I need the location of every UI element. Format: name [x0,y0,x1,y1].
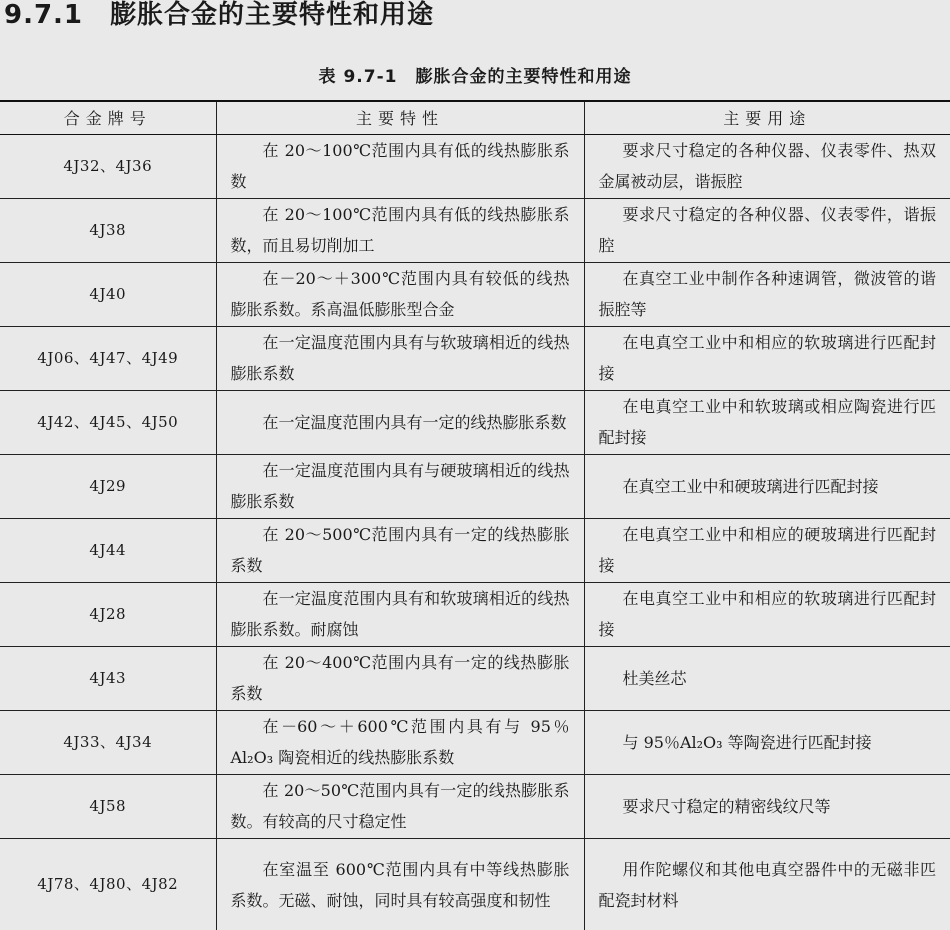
uses-text: 在真空工业中和硬玻璃进行匹配封接 [622,476,879,496]
features-cell [216,646,584,710]
features-text: 在－20～＋300℃范围内具有较低的线热膨胀系数。系高温低膨胀型合金 [230,269,570,319]
features-cell [216,710,584,774]
uses-text: 要求尺寸稳定的精密线纹尺等 [622,796,831,816]
features-cell [216,198,584,262]
uses-cell [584,134,950,198]
alloy-grade-cell: 4J40 [0,262,216,326]
features-cell [216,390,584,454]
alloy-grade-cell: 4J32、4J36 [0,134,216,198]
features-cell [216,774,584,838]
features-text: 在一定温度范围内具有和软玻璃相近的线热膨胀系数。耐腐蚀 [230,589,570,639]
table-row [0,326,950,390]
uses-text: 在电真空工业中和相应的软玻璃进行匹配封接 [598,333,936,383]
uses-text: 在真空工业中制作各种速调管，微波管的谐振腔等 [598,269,936,319]
table-row [0,518,950,582]
table-row [0,582,950,646]
section-title: 9.7.1 膨胀合金的主要特性和用途 [4,0,435,30]
uses-cell [584,262,950,326]
features-text: 在 20～500℃范围内具有一定的线热膨胀系数 [230,525,570,575]
features-text: 在－60～＋600℃范围内具有与 95％ Al₂O₃ 陶瓷相近的线热膨胀系数 [230,717,570,767]
uses-text: 杜美丝芯 [622,668,687,688]
table-row [0,390,950,454]
alloy-grade-cell: 4J58 [0,774,216,838]
alloy-grade-cell: 4J44 [0,518,216,582]
alloy-grade-cell: 4J43 [0,646,216,710]
features-cell [216,454,584,518]
features-text: 在 20～100℃范围内具有低的线热膨胀系数，而且易切削加工 [230,205,570,255]
alloy-properties-table [0,100,950,930]
features-text: 在一定温度范围内具有与软玻璃相近的线热膨胀系数 [230,333,570,383]
features-cell [216,582,584,646]
features-text: 在一定温度范围内具有一定的线热膨胀系数 [262,412,567,432]
alloy-grade-cell: 4J33、4J34 [0,710,216,774]
table-row [0,774,950,838]
features-cell [216,838,584,930]
features-cell [216,326,584,390]
uses-text: 在电真空工业中和相应的软玻璃进行匹配封接 [598,589,936,639]
table-row [0,262,950,326]
table-row [0,454,950,518]
uses-text: 要求尺寸稳定的各种仪器、仪表零件，谐振腔 [598,205,936,255]
uses-cell [584,518,950,582]
uses-text: 要求尺寸稳定的各种仪器、仪表零件、热双金属被动层，谐振腔 [598,141,936,191]
alloy-grade-cell: 4J28 [0,582,216,646]
table-row [0,838,950,930]
uses-cell [584,390,950,454]
table-header-row [0,101,950,134]
uses-cell [584,646,950,710]
alloy-grade-cell: 4J06、4J47、4J49 [0,326,216,390]
uses-text: 在电真空工业中和相应的硬玻璃进行匹配封接 [598,525,936,575]
alloy-grade-cell: 4J38 [0,198,216,262]
column-header-grade: 合金牌号 [0,101,216,134]
features-text: 在 20～100℃范围内具有低的线热膨胀系数 [230,141,570,191]
table-row [0,198,950,262]
uses-text: 与 95％Al₂O₃ 等陶瓷进行匹配封接 [622,732,872,752]
features-text: 在一定温度范围内具有与硬玻璃相近的线热膨胀系数 [230,461,570,511]
features-cell [216,518,584,582]
table-row [0,710,950,774]
table-row [0,134,950,198]
uses-text: 在电真空工业中和软玻璃或相应陶瓷进行匹配封接 [598,397,936,447]
alloy-grade-cell: 4J29 [0,454,216,518]
features-text: 在 20～400℃范围内具有一定的线热膨胀系数 [230,653,570,703]
table-row [0,646,950,710]
alloy-grade-cell: 4J42、4J45、4J50 [0,390,216,454]
features-text: 在室温至 600℃范围内具有中等线热膨胀系数。无磁、耐蚀，同时具有较高强度和韧性 [230,859,570,910]
uses-cell [584,774,950,838]
uses-text: 用作陀螺仪和其他电真空器件中的无磁非匹配瓷封材料 [598,859,936,910]
uses-cell [584,326,950,390]
alloy-grade-cell: 4J78、4J80、4J82 [0,838,216,930]
uses-cell [584,198,950,262]
features-cell [216,134,584,198]
column-header-features: 主要特性 [216,101,584,134]
features-cell [216,262,584,326]
uses-cell [584,710,950,774]
column-header-uses: 主要用途 [584,101,950,134]
uses-cell [584,838,950,930]
uses-cell [584,582,950,646]
features-text: 在 20～50℃范围内具有一定的线热膨胀系数。有较高的尺寸稳定性 [230,781,570,831]
table-caption: 表 9.7-1 膨胀合金的主要特性和用途 [318,67,632,87]
uses-cell [584,454,950,518]
